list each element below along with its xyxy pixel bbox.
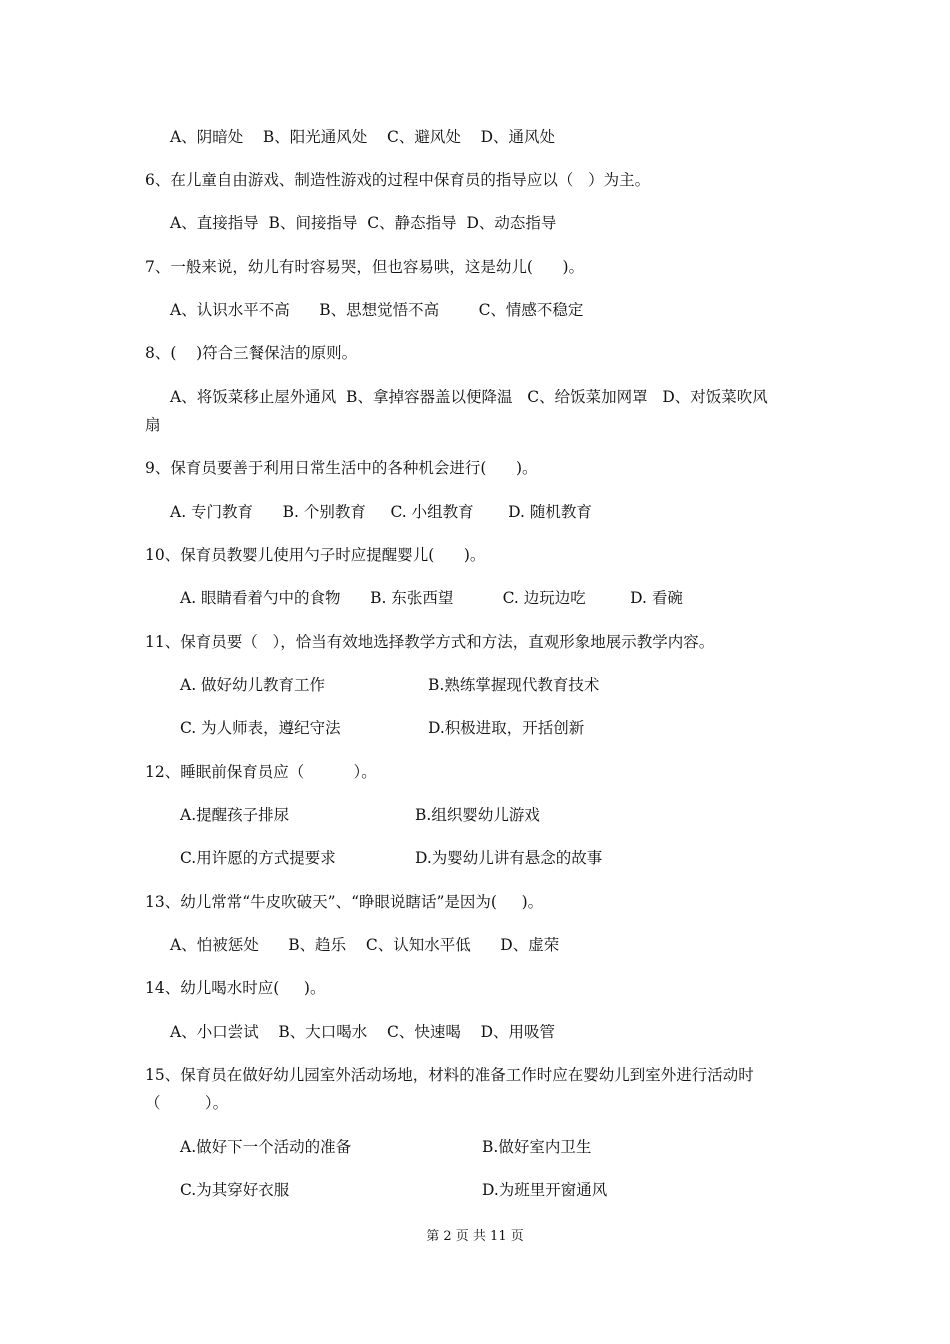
question-7: 7、一般来说，幼儿有时容易哭，但也容易哄，这是幼儿( )。 xyxy=(145,258,585,276)
q10-options: A. 眼睛看着勺中的食物 B. 东张西望 C. 边玩边吃 D. 看碗 xyxy=(180,589,683,607)
question-9: 9、保育员要善于利用日常生活中的各种机会进行( )。 xyxy=(145,459,538,477)
q8-options: A、将饭菜移止屋外通风 B、拿掉容器盖以便降温 C、给饭菜加网罩 D、对饭菜吹风 xyxy=(170,388,768,406)
question-8: 8、( )符合三餐保洁的原则。 xyxy=(145,344,358,362)
question-15-wrap: （ ）。 xyxy=(145,1094,229,1112)
q12-option-d: D.为婴幼儿讲有悬念的故事 xyxy=(415,849,603,867)
q12-option-a: A.提醒孩子排尿 xyxy=(180,806,290,824)
question-12: 12、睡眠前保育员应（ ）。 xyxy=(145,763,377,781)
q13-options: A、怕被惩处 B、趋乐 C、认知水平低 D、虚荣 xyxy=(170,936,560,954)
q12-option-b: B.组织婴幼儿游戏 xyxy=(415,806,540,824)
q6-options: A、直接指导 B、间接指导 C、静态指导 D、动态指导 xyxy=(170,214,557,232)
q15-option-a: A.做好下一个活动的准备 xyxy=(180,1138,352,1156)
question-13: 13、幼儿常常“牛皮吹破天”、“睁眼说瞎话”是因为( )。 xyxy=(145,893,544,911)
question-15: 15、保育员在做好幼儿园室外活动场地，材料的准备工作时应在婴幼儿到室外进行活动时 xyxy=(145,1066,754,1084)
q15-option-c: C.为其穿好衣服 xyxy=(180,1181,290,1199)
q11-option-c: C. 为人师表，遵纪守法 xyxy=(180,719,341,737)
q12-option-c: C.用许愿的方式提要求 xyxy=(180,849,336,867)
q11-option-b: B.熟练掌握现代教育技术 xyxy=(428,676,600,694)
q8-options-wrap: 扇 xyxy=(145,416,161,434)
q7-options: A、认识水平不高 B、思想觉悟不高 C、情感不稳定 xyxy=(170,301,584,319)
question-10: 10、保育员教婴儿使用勺子时应提醒婴儿( )。 xyxy=(145,546,486,564)
question-14: 14、幼儿喝水时应( )。 xyxy=(145,979,326,997)
q5-options: A、阴暗处 B、阳光通风处 C、避风处 D、通风处 xyxy=(170,128,555,146)
q15-option-d: D.为班里开窗通风 xyxy=(482,1181,608,1199)
q11-option-d: D.积极进取，开括创新 xyxy=(428,719,585,737)
question-11: 11、保育员要（ ），恰当有效地选择教学方式和方法，直观形象地展示教学内容。 xyxy=(145,633,715,651)
page-footer: 第 2 页 共 11 页 xyxy=(426,1229,524,1244)
q11-option-a: A. 做好幼儿教育工作 xyxy=(180,676,326,694)
question-6: 6、在儿童自由游戏、制造性游戏的过程中保育员的指导应以（ ）为主。 xyxy=(145,171,651,189)
q9-options: A. 专门教育 B. 个别教育 C. 小组教育 D. 随机教育 xyxy=(170,503,592,521)
q14-options: A、小口尝试 B、大口喝水 C、快速喝 D、用吸管 xyxy=(170,1023,555,1041)
q15-option-b: B.做好室内卫生 xyxy=(482,1138,592,1156)
